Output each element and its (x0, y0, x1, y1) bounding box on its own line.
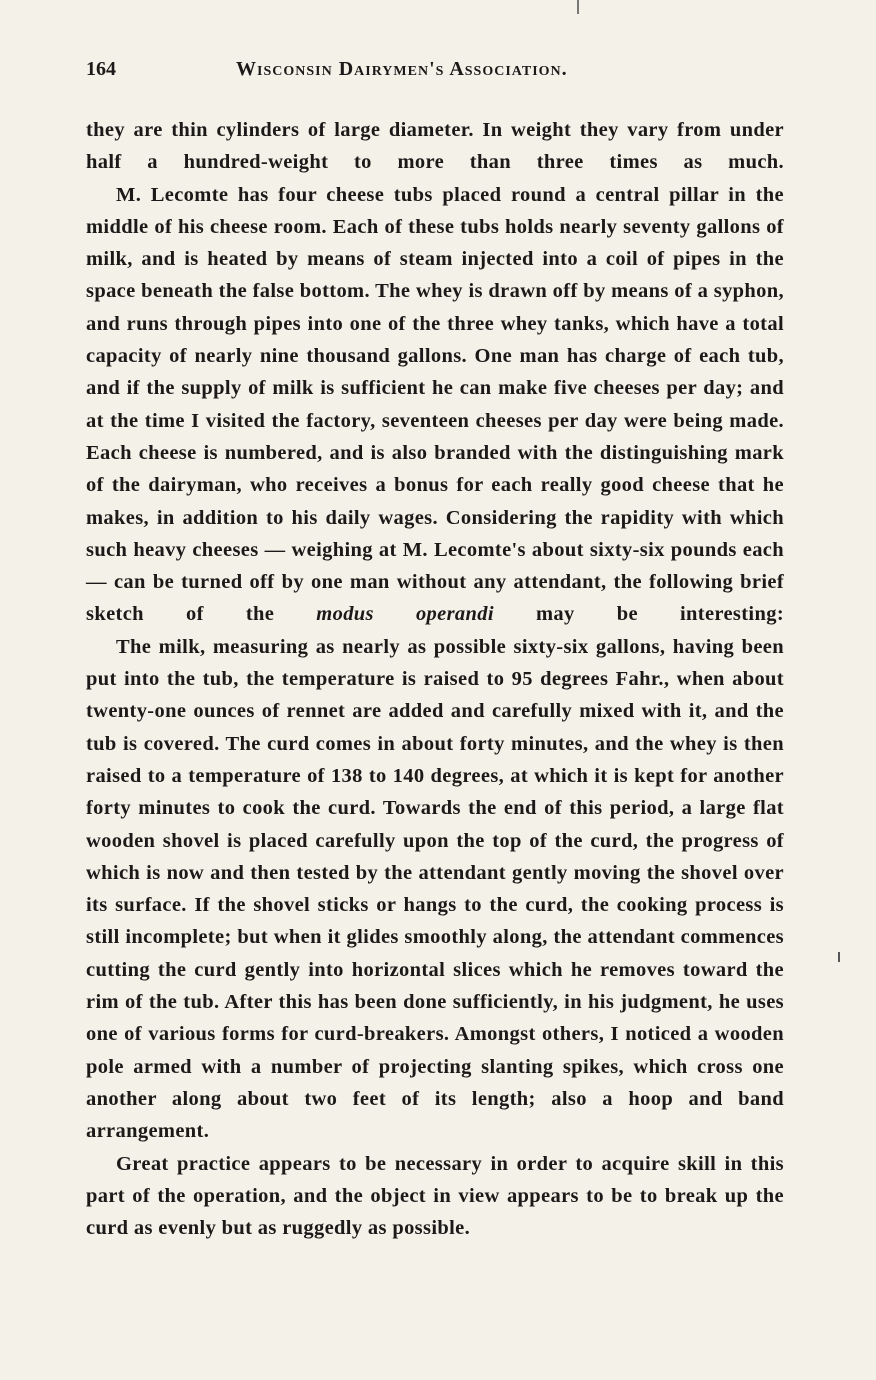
paragraph-1-text: they are thin cylinders of large diameter. In weight they vary from under half a hundred-weight to more than three times as much. (86, 119, 784, 174)
running-head: Wisconsin Dairymen's Association. (236, 58, 568, 80)
right-margin-mark (838, 952, 840, 962)
body-text (86, 114, 784, 1244)
paragraph-3-text: The milk, measuring as nearly as possible sixty-six gallons, having been put into the tub, the temperature is raised to 95 degrees Fahr., when about twenty-one ounces of rennet are added and carefully mixed with it, and the tub is covered. The curd comes in about forty minutes, and the whey is then raised to a temperature of 138 to 140 degrees, at which it is kept for another forty minutes to cook the curd. Towards the end of this period, a large flat wooden shovel is placed carefully upon the top of the curd, the progress of which is now and then tested by the attendant gently moving the shovel over its surface. If the shovel sticks or hangs to the curd, the cooking process is still incomplete; but when it glides smoothly along, the attendant commences cutting the curd gently into horizontal slices which he removes toward the rim of the tub. After this has been done sufficiently, in his judgment, he uses one of various forms for curd-breakers. Amongst others, I noticed a wooden pole armed with a number of projecting slanting spikes, which cross one another along about two feet of its length; also a hoop and band arrangement. (86, 635, 784, 1143)
top-edge-mark (577, 0, 579, 14)
page-header (86, 58, 786, 90)
paragraph-4-text: Great practice appears to be necessary in order to acquire skill in this part of the operation, and the object in view appears to be to break up the curd as evenly but as ruggedly as possible. (86, 1152, 784, 1240)
page-number: 164 (86, 58, 116, 80)
paragraph-2 (86, 179, 784, 631)
paragraph-1 (86, 114, 784, 179)
paragraph-2-text: M. Lecomte has four cheese tubs placed round a central pillar in the middle of his cheese room. Each of these tubs holds nearly seventy gallons of milk, and is heated by means of steam injected into a coil of pipes in the space beneath the false bottom. The whey is drawn off by means of a syphon, and runs through pipes into one of the three whey tanks, which have a total capacity of nearly nine thousand gallons. One man has charge of each tub, and if the supply of milk is sufficient he can make five cheeses per day; and at the time I visited the factory, seventeen cheeses per day were being made. Each cheese is numbered, and is also branded with the distinguishing mark of the dairyman, who receives a bonus for each really good cheese that he makes, in addition to his daily wages. Considering the rapidity with which such heavy cheeses — weighing at M. Lecomte's about sixty-six pounds each — can be turned off by one man without any attendant, the following brief sketch of the (86, 183, 784, 626)
paragraph-2-ending: may be interesting: (493, 603, 785, 626)
paragraph-3 (86, 631, 784, 1148)
italic-phrase: modus operandi (316, 603, 494, 626)
paragraph-4 (86, 1148, 784, 1245)
